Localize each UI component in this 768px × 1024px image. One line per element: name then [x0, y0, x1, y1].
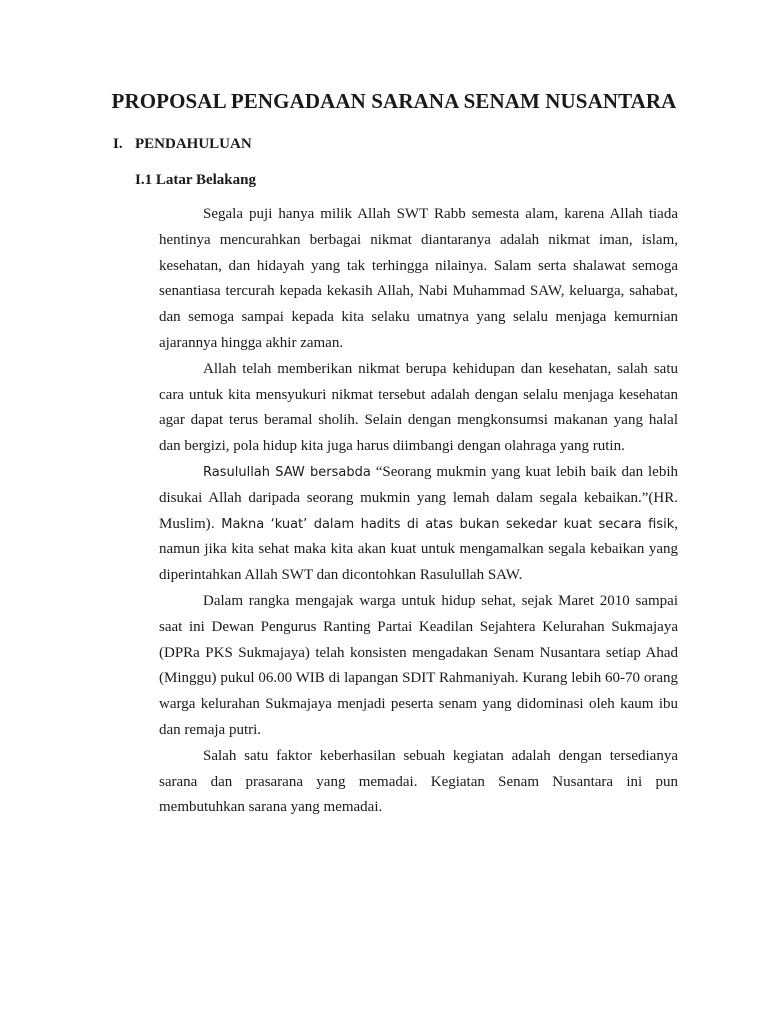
paragraph-2: Allah telah memberikan nikmat berupa kehidupan dan kesehatan, salah satu cara untuk kita mensyukuri nikmat tersebut adalah dengan selalu menjaga kesehatan agar dapat terus beramal sholih. Selain dengan mengkonsumsi makanan yang halal dan bergizi, pola hidup kita juga harus diimbangi dengan olahraga yang rutin.: [159, 360, 678, 455]
body-text: [159, 202, 678, 821]
paragraph-3-conclusion: , namun jika kita sehat maka kita akan kuat untuk mengamalkan segala kebaikan yang diperintahkan Allah SWT dan dicontohkan Rasulullah SAW.: [159, 515, 678, 584]
paragraph-3: [159, 460, 678, 589]
document-title: PROPOSAL PENGADAAN SARANA SENAM NUSANTARA: [111, 89, 677, 113]
section-title: PENDAHULUAN: [135, 136, 252, 152]
section-heading: [113, 134, 252, 154]
section-number: I.: [113, 136, 123, 152]
paragraph-4: Dalam rangka mengajak warga untuk hidup sehat, sejak Maret 2010 sampai saat ini Dewan Pengurus Ranting Partai Keadilan Sejahtera Kelurahan Sukmajaya (DPRa PKS Sukmajaya) telah konsisten mengadakan Senam Nusantara setiap Ahad (Minggu) pukul 06.00 WIB di lapangan SDIT Rahmaniyah. Kurang lebih 60-70 orang warga kelurahan Sukmajaya menjadi peserta senam yang didominasi oleh kaum ibu dan remaja putri.: [159, 592, 678, 738]
paragraph-3-hadith-quote: “Seorang mukmin yang kuat lebih baik dan lebih disukai Allah daripada seorang mukmin yang lemah dalam segala kebaikan.”(HR. Muslim): [159, 463, 679, 532]
paragraph-3-intro: Rasulullah SAW bersabda: [203, 464, 371, 480]
paragraph-1: Segala puji hanya milik Allah SWT Rabb semesta alam, karena Allah tiada hentinya mencurahkan berbagai nikmat diantaranya adalah nikmat iman, islam, kesehatan, dan hidayah yang tak terhingga nilainya. Salam serta shalawat semoga senantiasa tercurah kepada kekasih Allah, Nabi Muhammad SAW, keluarga, sahabat, dan semoga sampai kepada kita selaku umatnya yang selalu menjaga kemurnian ajarannya hingga akhir zaman.: [159, 206, 678, 351]
subsection-heading: I.1 Latar Belakang: [135, 172, 256, 188]
paragraph-3-explanation: . Makna ‘kuat’ dalam hadits di atas bukan sekedar kuat secara fisik: [210, 516, 675, 532]
paragraph-5: Salah satu faktor keberhasilan sebuah kegiatan adalah dengan tersedianya sarana dan prasarana yang memadai. Kegiatan Senam Nusantara ini pun membutuhkan sarana yang memadai.: [159, 747, 678, 816]
